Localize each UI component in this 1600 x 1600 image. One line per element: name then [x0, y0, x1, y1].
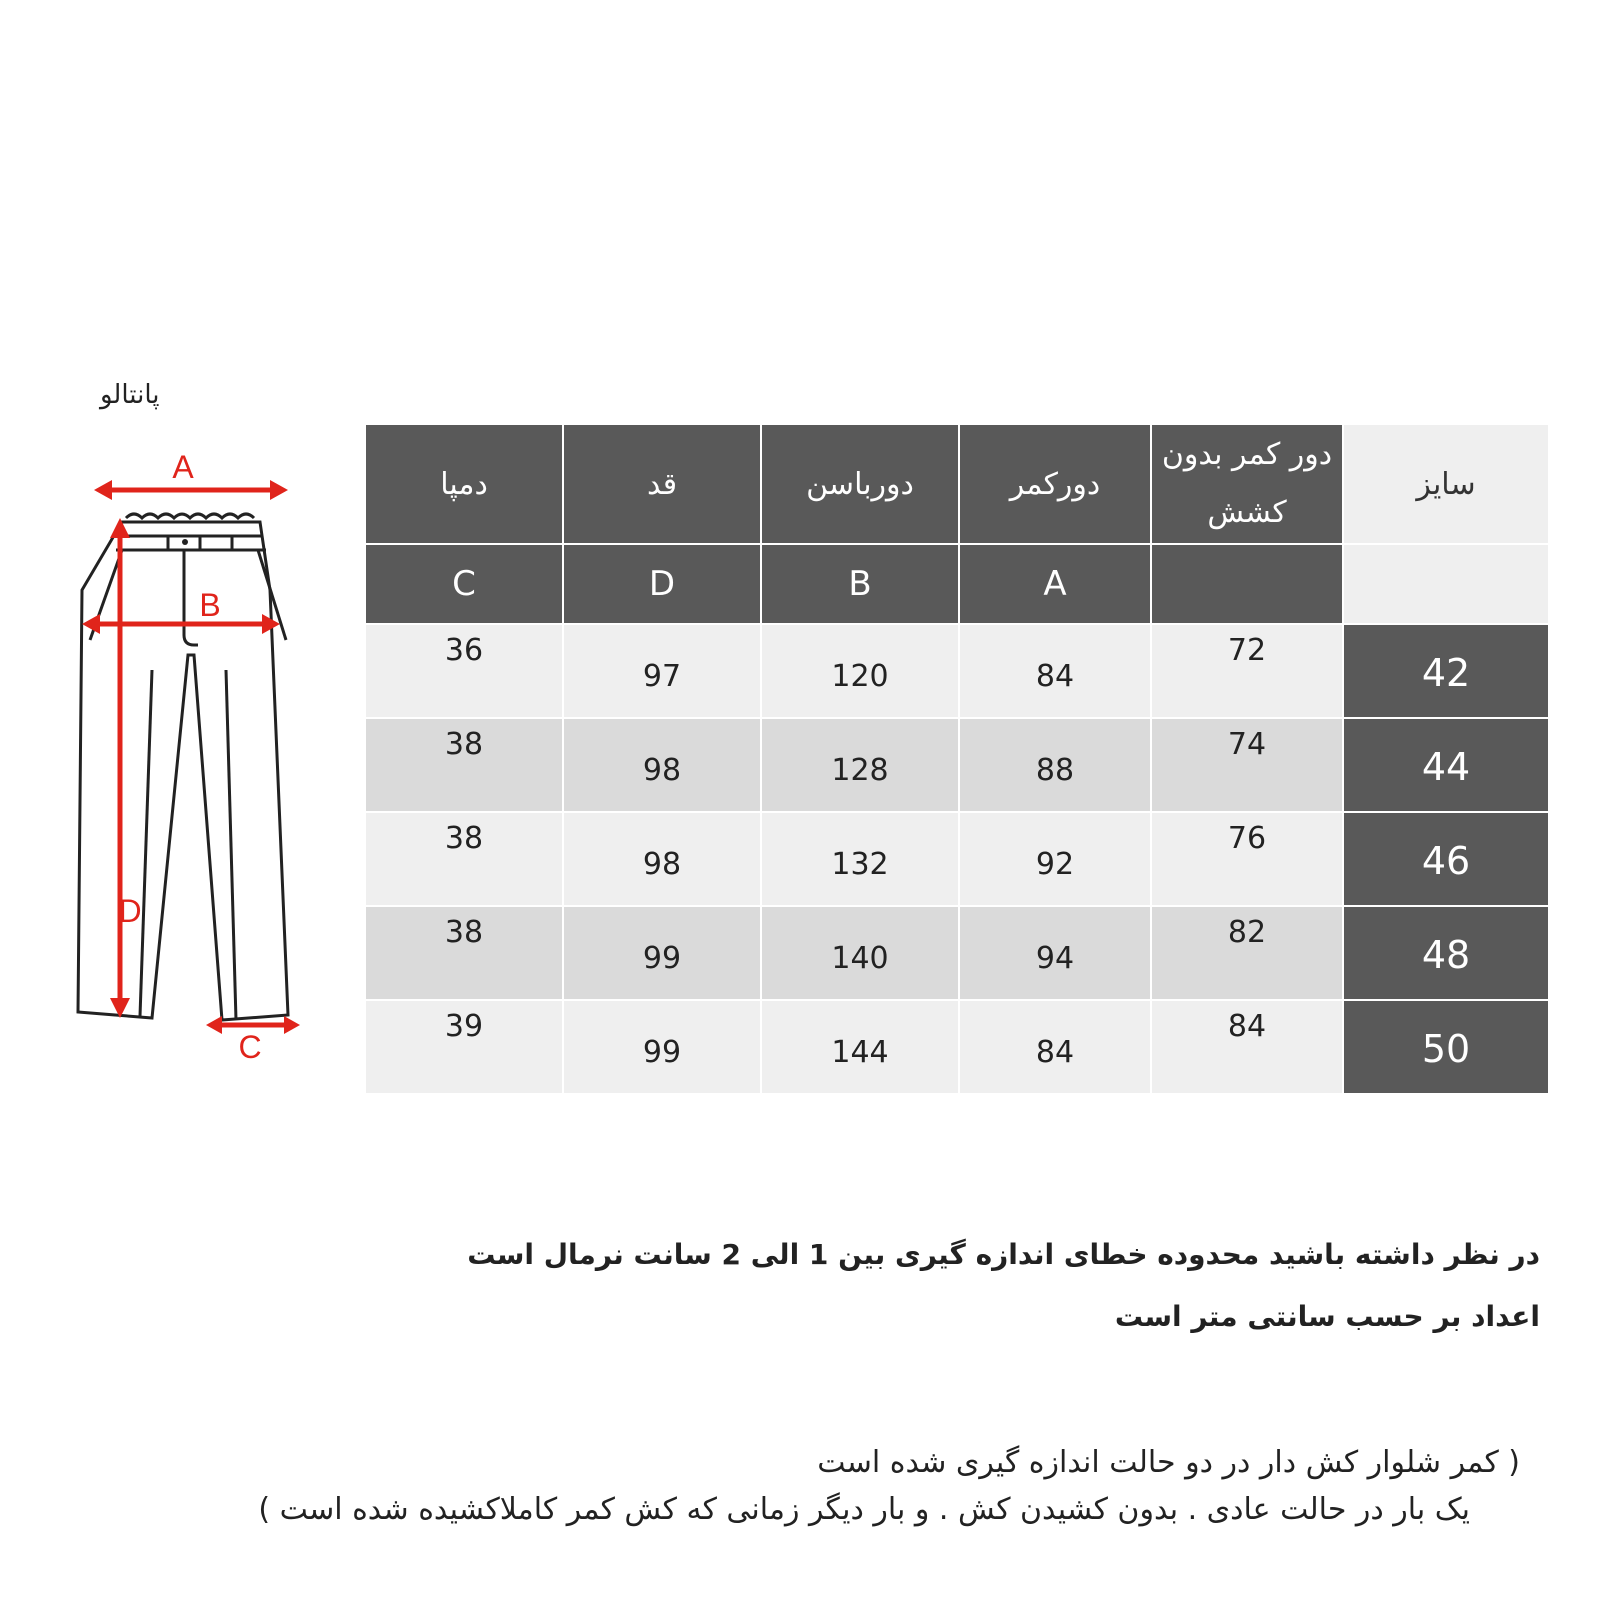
header-row [365, 424, 1549, 544]
cell-size: 50 [1343, 1000, 1549, 1094]
cell-waist-relaxed: 82 [1151, 906, 1343, 1000]
header-hem: دمپا [365, 424, 563, 544]
letter-waist: A [959, 544, 1151, 624]
header-size: سایز [1343, 424, 1549, 544]
units-note: اعداد بر حسب سانتی متر است [1114, 1300, 1540, 1333]
header-waist-relaxed: دور کمر بدون کشش [1151, 424, 1343, 544]
cell-length: 98 [563, 718, 761, 812]
letter-waist-relaxed [1151, 544, 1343, 624]
label-c: C [238, 1029, 262, 1065]
header-length: قد [563, 424, 761, 544]
cell-hem: 38 [365, 812, 563, 906]
table-row [365, 1000, 1549, 1094]
cell-size: 48 [1343, 906, 1549, 1000]
tolerance-note: در نظر داشته باشید محدوده خطای اندازه گیری بین 1 الی 2 سانت نرمال است [467, 1238, 1540, 1271]
product-label: پانتالو [100, 380, 160, 410]
cell-hem: 38 [365, 906, 563, 1000]
label-a: A [172, 449, 194, 485]
letter-hip: B [761, 544, 959, 624]
cell-size: 42 [1343, 624, 1549, 718]
cell-hip: 132 [761, 812, 959, 906]
table-row [365, 906, 1549, 1000]
cell-waist-relaxed: 74 [1151, 718, 1343, 812]
header-hip: دورباسن [761, 424, 959, 544]
cell-size: 46 [1343, 812, 1549, 906]
cell-waist: 94 [959, 906, 1151, 1000]
cell-waist: 92 [959, 812, 1151, 906]
cell-size: 44 [1343, 718, 1549, 812]
letter-hem: C [365, 544, 563, 624]
cell-hem: 36 [365, 624, 563, 718]
cell-hem: 39 [365, 1000, 563, 1094]
label-b: B [199, 587, 221, 623]
pants-diagram [60, 440, 320, 1100]
cell-waist-relaxed: 76 [1151, 812, 1343, 906]
cell-hip: 128 [761, 718, 959, 812]
pants-outline [78, 514, 288, 1020]
cell-length: 99 [563, 906, 761, 1000]
cell-hip: 144 [761, 1000, 959, 1094]
size-table [364, 423, 1550, 1095]
cell-hem: 38 [365, 718, 563, 812]
cell-waist-relaxed: 72 [1151, 624, 1343, 718]
header-waist: دورکمر [959, 424, 1151, 544]
cell-length: 98 [563, 812, 761, 906]
letter-row [365, 544, 1549, 624]
table-row [365, 812, 1549, 906]
letter-length: D [563, 544, 761, 624]
cell-length: 97 [563, 624, 761, 718]
cell-length: 99 [563, 1000, 761, 1094]
table-row [365, 624, 1549, 718]
label-d: D [118, 893, 142, 929]
cell-waist: 84 [959, 624, 1151, 718]
cell-hip: 140 [761, 906, 959, 1000]
elastic-note-line2: یک بار در حالت عادی . بدون کشیدن کش . و بار دیگر زمانی که کش کمر کاملاکشیده شده است ) [258, 1492, 1470, 1527]
elastic-note-line1: ( کمر شلوار کش دار در دو حالت اندازه گیری شده است [817, 1445, 1520, 1480]
cell-waist-relaxed: 84 [1151, 1000, 1343, 1094]
cell-waist: 88 [959, 718, 1151, 812]
pants-illustration [60, 440, 320, 1100]
letter-size-blank [1343, 544, 1549, 624]
cell-waist: 84 [959, 1000, 1151, 1094]
table-row [365, 718, 1549, 812]
cell-hip: 120 [761, 624, 959, 718]
